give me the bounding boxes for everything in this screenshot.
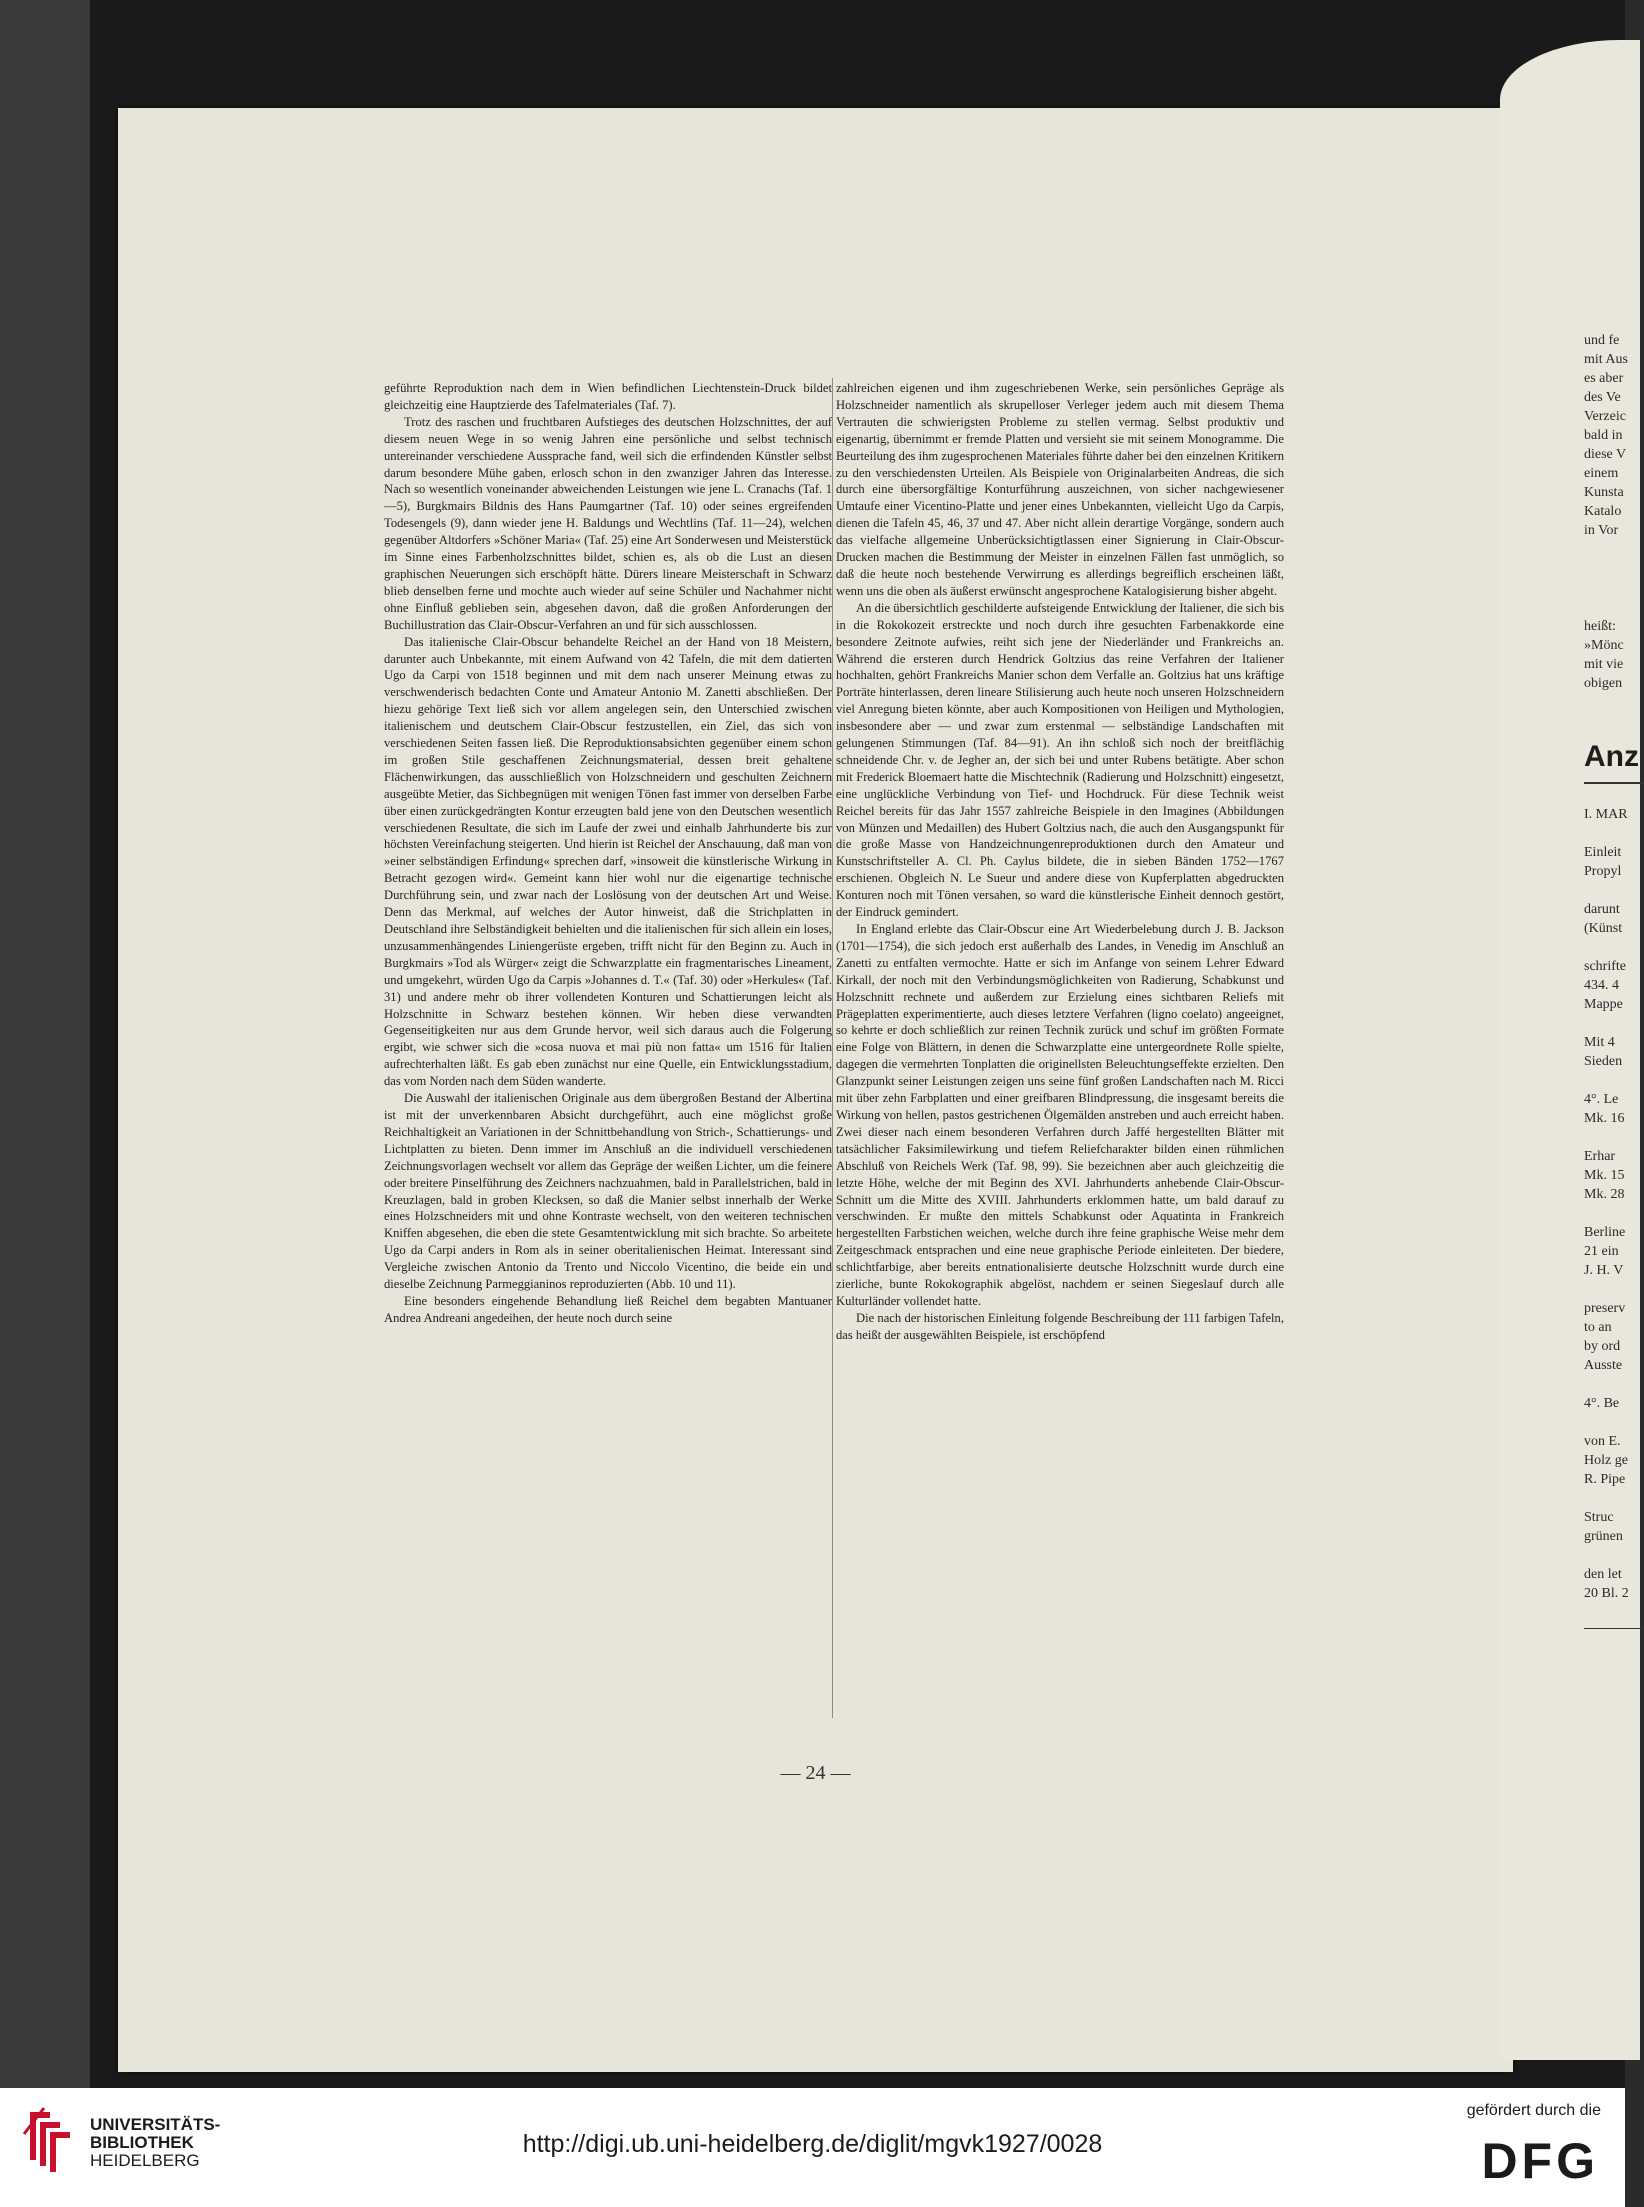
- paragraph: geführte Reproduktion nach dem in Wien befindlichen Liechtenstein-Druck bildet gleichzeitig eine Hauptzierde des Tafelmateriales (Taf. 7).: [384, 381, 832, 412]
- adjacent-page-line: 21 ein: [1584, 1244, 1619, 1259]
- adjacent-page-line: J. H. V: [1584, 1263, 1624, 1278]
- adjacent-page-line: Katalo: [1584, 504, 1622, 519]
- adjacent-page-line: I. MAR: [1584, 807, 1628, 822]
- adjacent-page-line: Struc: [1584, 1510, 1614, 1525]
- paragraph: Die Auswahl der italienischen Originale aus dem übergroßen Bestand der Albertina ist mit der unverkennbaren Absicht durchgeführt, auch eine möglichst große Reichhaltigkeit an Variationen in der Schnittbehandlung von Strich-, Schattierungs- und Lichtplatten zu bieten. Denn immer im Anschluß an die individuell verschiedenen Zeichnungsvorlagen wechselt vor allem das Gepräge der weißen Lichter, um die feinere oder breitere Pinselführung des Zeichners nachzuahmen, bald in Parallelstrichen, bald in Kreuzlagen, bald in groben Klecksen, so daß die Manier selbst innerhalb der Werke eines Holzschneiders mit und ohne Kontraste wechselt, von den weiteren technischen Kniffen abgesehen, die eben die stete Gesamtentwicklung mit sich brachte. So arbeitete Ugo da Carpi anders in Rom als in seiner oberitalienischen Heimat. Interessant sind Vergleiche zwischen Antonio da Trento und Niccolo Vicentino, die beide ein und dieselbe Zeichnung Parmeggianinos reproduzierten (Abb. 10 und 11).: [384, 1091, 832, 1292]
- adjacent-page-line: einem: [1584, 466, 1619, 481]
- adjacent-page: [1500, 40, 1640, 2060]
- paragraph: zahlreichen eigenen und ihm zugeschriebenen Werke, sein persönliches Gepräge als Holzschneider namentlich als skrupelloser Verleger jedem auch mit diesem Thema Vertrauten die schwierigsten Probleme zu stellen vermag. Selbst produktiv und eigenartig, übernimmt er fremde Platten und versieht sie mit seinem Monogramme. Die Beurteilung des ihm zugesprochenen Materiales führte daher bei den einzelnen Kritikern zu den verschiedensten Urteilen. Als Beispiele von Originalarbeiten Andreas, die sich durch eine übersorgfältige Konturführung auszeichnen, von sicher nachgewiesener Umtaufe einer Vicentino-Platte und jener eines Unbekannten, vielleicht Ugo da Carpis, dienen die Tafeln 45, 46, 37 und 47. Aber nicht allein derartige Vorgänge, sondern auch das vielfache allgemeine Unberücksichtigtlassen einer Signierung in Clair-Obscur-Drucken machen die Bestimmung der Meister in einzelnen Fällen fast unmöglich, so daß die heute noch bestehende Verwirrung es allerdings begreiflich erscheinen läßt, wenn uns die oben als äußerst erwünscht angesprochene Katalogisierung bisher abgeht.: [836, 381, 1284, 598]
- adjacent-page-line: R. Pipe: [1584, 1472, 1626, 1487]
- adjacent-page-rule: [1584, 1628, 1644, 1629]
- adjacent-page-line: to an: [1584, 1320, 1612, 1335]
- adjacent-page-line: mit vie: [1584, 657, 1624, 672]
- adjacent-page-line: diese V: [1584, 447, 1627, 462]
- adjacent-page-line: Kunsta: [1584, 485, 1624, 500]
- adjacent-page-line: Mk. 16: [1584, 1111, 1625, 1126]
- adjacent-page-line: schrifte: [1584, 959, 1626, 974]
- adjacent-page-line: bald in: [1584, 428, 1623, 443]
- adjacent-page-line: darunt: [1584, 902, 1620, 917]
- adjacent-page-line: Holz ge: [1584, 1453, 1628, 1468]
- paragraph: In England erlebte das Clair-Obscur eine Art Wiederbelebung durch J. B. Jackson (1701—1754), die sich jedoch erst außerhalb des Landes, in Venedig im Anschluß an Zanetti zu entfalten vermochte. Hatte er sich im Anfange von seinem Lehrer Edward Kirkall, der noch mit den Verbindungsmöglichkeiten von Radierung, Schabkunst und Holzschnitt rechnete und außerdem zur Erzielung eines sichtbaren Reliefs mit Prägeplatten experimentierte, auch dieses letztere Verfahren (ligno coelato) angeeignet, so kehrte er doch schließlich zur reinen Technik zurück und schuf im größten Formate eine Folge von Blättern, in denen die Schwarzplatte eine untergeordnete Rolle spielte, dagegen die vermehrten Tonplatten die originellsten Beleuchtungseffekte erzielten. Den Glanzpunkt seiner Leistungen zeigen uns seine fünf großen Landschaften nach M. Ricci mit über zehn Farbplatten und einer greifbaren Blindpressung, die insgesamt bereits die Wirkung von hellen, pastos gestrichenen Ölgemälden anstreben und auch erreicht haben. Zwei dieser nach einem besonderen Verfahren durch Jaffé hergestellten Blätter mit tatsächlicher Faksimilewirkung und tiefem Reliefcharakter bilden einen rühmlichen Abschluß von Reichels Werk (Taf. 98, 99). Sie bezeichnen aber auch gleichzeitig die letzte Höhe, welche der mit Beginn des XVI. Jahrhunderts anhebende Clair-Obscur-Schnitt um die Mitte des XVIII. Jahrhunderts erklommen hatte, um bald darauf zu verschwinden. Er mußte den mittels Schabkunst oder Aquatinta in Frankreich hergestellten Farbstichen weichen, welche durch ihre feine graphische Weise mehr dem Zeitgeschmack entsprachen und eine neue graphische Periode einleiteten. Der biedere, schlichtfarbige, aber bereits entnationalisierte deutsche Holzschnitt wurde durch eine zierliche, bunte Rokokographik abgelöst, nachdem er seinen Siegeslauf durch alle Kulturländer vollendet hatte.: [836, 922, 1284, 1308]
- paragraph: Eine besonders eingehende Behandlung ließ Reichel dem begabten Mantuaner Andrea Andreani angedeihen, der heute noch durch seine: [384, 1293, 832, 1325]
- adjacent-page-line: mit Aus: [1584, 352, 1628, 367]
- adjacent-page-line: Mk. 15: [1584, 1168, 1625, 1183]
- paragraph: Das italienische Clair-Obscur behandelte Reichel an der Hand von 18 Meistern, darunter auch Unbekannte, mit einem Aufwand von 42 Tafeln, die mit dem datierten Ugo da Carpi von 1518 beginnen und mit dem nach unserer Meinung etwas zu verschwenderisch bedachten Conte und Amateur Antonio M. Zanetti abschließen. Der hiezu gehörige Text ließ sich vor allem angelegen sein, den Unterschied zwischen italienischem und deutschem Clair-Obscur festzustellen, ein Ziel, das sich von verschiedenen Seiten fassen ließ. Die Reproduktionsabsichten gegenüber einem schon im großen Stile geschaffenen Zeichnungsmaterial, dessen breit gehaltene Flächenwirkungen, das ausschließlich von Holzschneidern und geschulten Zeichnern ausgeübte Metier, das Sichbegnügen mit wenigen Tönen fast immer von derselben Farbe über einen zurückgedrängten Kontur erzeugten bald jene von den Deutschen wesentlich verschiedenen Resultate, die sich im Laufe der zwei und einhalb Jahrhunderte bis zur höchsten Vereinfachung steigerten. Und hierin ist Reichel der Anschauung, daß man von »einer selbständigen Erfindung« sprechen darf, »insoweit die künstlerische Wirkung in Betracht gezogen wird«. Gemeint kann hier wohl nur die eigenartige technische Durchführung sein, und zwar nach der Loslösung von der deutschen Art und Weise. Denn das Merkmal, auf welches der Autor hinweist, daß die Strichplatten in Deutschland ihre Selbständigkeit behielten und die italienischen für sich allein ein loses, unzusammenhängendes Liniengerüste ergeben, trifft nicht für den Beginn zu. Auch in Burgkmairs »Tod als Würger« zeigt die Schwarzplatte ein fragmentarisches Lineament, und umgekehrt, würden Ugo da Carpis »Johannes d. T.« (Taf. 30) oder »Herkules« (Taf. 31) und andere mehr ob ihrer vollendeten Konturen und Schattierungen leicht als Holzschnitte in Schwarz bestehen können. Wir heben diese verwandten Gegenseitigkeiten nur aus dem Grunde hervor, weil sich daraus auch die Folgerung ergibt, wie schwer sich die »cosa nuova et mai più non fatta« um 1516 für Italien aufrechterhalten läßt. Es gab eben zunächst nur eine Quelle, ein Entwicklungsstadium, das vom Norden nach dem Süden wanderte.: [384, 634, 832, 1089]
- right-text-column: [836, 380, 1284, 1344]
- adjacent-page-line: grünen: [1584, 1529, 1623, 1544]
- adjacent-page-line: Einleit: [1584, 845, 1622, 860]
- adjacent-page-line: Mappe: [1584, 997, 1623, 1012]
- page-number: — 24 —: [780, 1762, 851, 1784]
- adjacent-page-line: und fe: [1584, 333, 1620, 348]
- adjacent-page-line: 4°. Le: [1584, 1092, 1619, 1107]
- source-url-link[interactable]: http://digi.ub.uni-heidelberg.de/diglit/mgvk1927/0028: [522, 2130, 1103, 2158]
- adjacent-page-line: Verzeic: [1584, 409, 1626, 424]
- adjacent-page-heading: Anz: [1584, 740, 1639, 773]
- funded-by-label: gefördert durch die: [1466, 2102, 1601, 2119]
- adjacent-page-line: 434. 4: [1584, 978, 1619, 993]
- adjacent-page-line: (Künst: [1584, 921, 1623, 936]
- institution-line: HEIDELBERG: [90, 2151, 200, 2170]
- column-divider: [832, 378, 833, 1718]
- footer-bar: [0, 2088, 1625, 2207]
- adjacent-page-line: »Mönc: [1584, 638, 1624, 653]
- left-text-column: [384, 380, 832, 1327]
- adjacent-page-line: Sieden: [1584, 1054, 1623, 1069]
- adjacent-page-line: in Vor: [1584, 523, 1619, 538]
- document-page: [118, 108, 1513, 2072]
- institution-line: BIBLIOTHEK: [90, 2133, 194, 2152]
- adjacent-page-line: Mk. 28: [1584, 1187, 1625, 1202]
- institution-line: UNIVERSITÄTS-: [90, 2115, 221, 2134]
- adjacent-page-line: Propyl: [1584, 864, 1622, 879]
- adjacent-page-line: Berline: [1584, 1225, 1626, 1240]
- paragraph: Die nach der historischen Einleitung folgende Beschreibung der 111 farbigen Tafeln, das heißt der ausgewählten Beispiele, ist erschöpfend: [836, 1310, 1284, 1342]
- adjacent-page-line: des Ve: [1584, 390, 1621, 405]
- adjacent-page-line: Ausste: [1584, 1358, 1623, 1373]
- adjacent-page-line: heißt:: [1584, 619, 1616, 634]
- adjacent-page-line: 4°. Be: [1584, 1396, 1620, 1411]
- paragraph: Trotz des raschen und fruchtbaren Aufstieges des deutschen Holzschnittes, der auf diesem neuen Wege in so wenig Jahren eine persönliche und selbst technisch untereinander verschiedene Aussprache fand, weil sich die erfindenden Künstler selbst darum besondere Mühe gaben, erlosch schon in den zwanziger Jahren das Interesse. Nach so wesentlich voneinander abweichenden Leistungen wie jene L. Cranachs (Taf. 1—5), Burgkmairs Bildnis des Hans Paumgartner (Taf. 10) oder seines ergreifenden Todesengels (9), dann wieder jene H. Baldungs und Wechtlins (Taf. 11—24), welchen gegenüber Altdorfers »Schöner Maria« (Taf. 25) eine Art Sonderwesen und Meisterstück im Sinne eines Farbenholzschnittes bildet, schien es, als ob die Lust an diesen graphischen Neuerungen sich erschöpft hätte. Dürers lineare Meisterschaft in Schwarz blieb denselben ferne und mochte auch wieder auf seine Schüler und Nachahmer nicht ohne Einfluß geblieben sein, abgesehen davon, daß die großen Anforderungen der Buchillustration das Clair-Obscur-Verfahren an und für sich ausschlossen.: [384, 414, 832, 632]
- adjacent-page-rule: [1584, 782, 1644, 784]
- adjacent-page-line: von E.: [1584, 1434, 1621, 1449]
- adjacent-page-line: Erhar: [1584, 1149, 1616, 1164]
- adjacent-page-line: es aber: [1584, 371, 1624, 386]
- adjacent-page-line: obigen: [1584, 676, 1623, 691]
- adjacent-page-line: Mit 4: [1584, 1035, 1615, 1050]
- paragraph: An die übersichtlich geschilderte aufsteigende Entwicklung der Italiener, die sich bis in die Rokokozeit erstreckte und noch durch ihre gesuchten Farbenakkorde eine besondere Zeitnote aufwies, reiht sich jene der Niederländer und Frankreichs an. Während die ersteren durch Hendrick Goltzius das reine Verfahren der Italiener hochhalten, gehört Frankreichs Manier schon dem Verfalle an. Goltzius hat uns kräftige Porträte hinterlassen, deren lineare Stilisierung auch heute noch unseren Holzschneidern viel Anregung bieten könnte, aber auch Kompositionen von Heiligen und Mythologien, insbesondere aber — und zwar zum erstenmal — selbständige Landschaften mit gelungenen Stimmungen (Taf. 84—91). An ihn schloß sich noch der breitflächig schneidende Chr. v. de Jegher an, der sich bei und unter Rubens betätigte. Aber schon mit Frederick Bloemaert hatte die Mischtechnik (Radierung und Holzschnitt) eingesetzt, eine unglückliche Verbindung von Tief- und Hochdruck. Für diese Technik weist Reichel bereits für das Jahr 1557 zahlreiche Beispiele in den Imagines (Abbildungen von Münzen und Medaillen) des Hubert Goltzius nach, die auch den Ausgangspunkt für die große Masse von Handzeichnungenreproduktionen durch den Amateur und Kunstschriftsteller A. Cl. Ph. Caylus bildete, die in sieben Bänden 1752—1767 erschienen. Obgleich N. Le Sueur und andere diese von Kupferplatten abgedruckten Konturen noch mit Tönen versahen, so ward die künstlerische Einheit dennoch gestört, der Eindruck gemindert.: [836, 600, 1284, 920]
- dfg-logo: DFG: [1481, 2133, 1599, 2189]
- adjacent-page-line: den let: [1584, 1567, 1622, 1582]
- adjacent-page-line: by ord: [1584, 1339, 1621, 1354]
- adjacent-page-line: preserv: [1584, 1301, 1626, 1316]
- adjacent-page-line: 20 Bl. 2: [1584, 1586, 1629, 1601]
